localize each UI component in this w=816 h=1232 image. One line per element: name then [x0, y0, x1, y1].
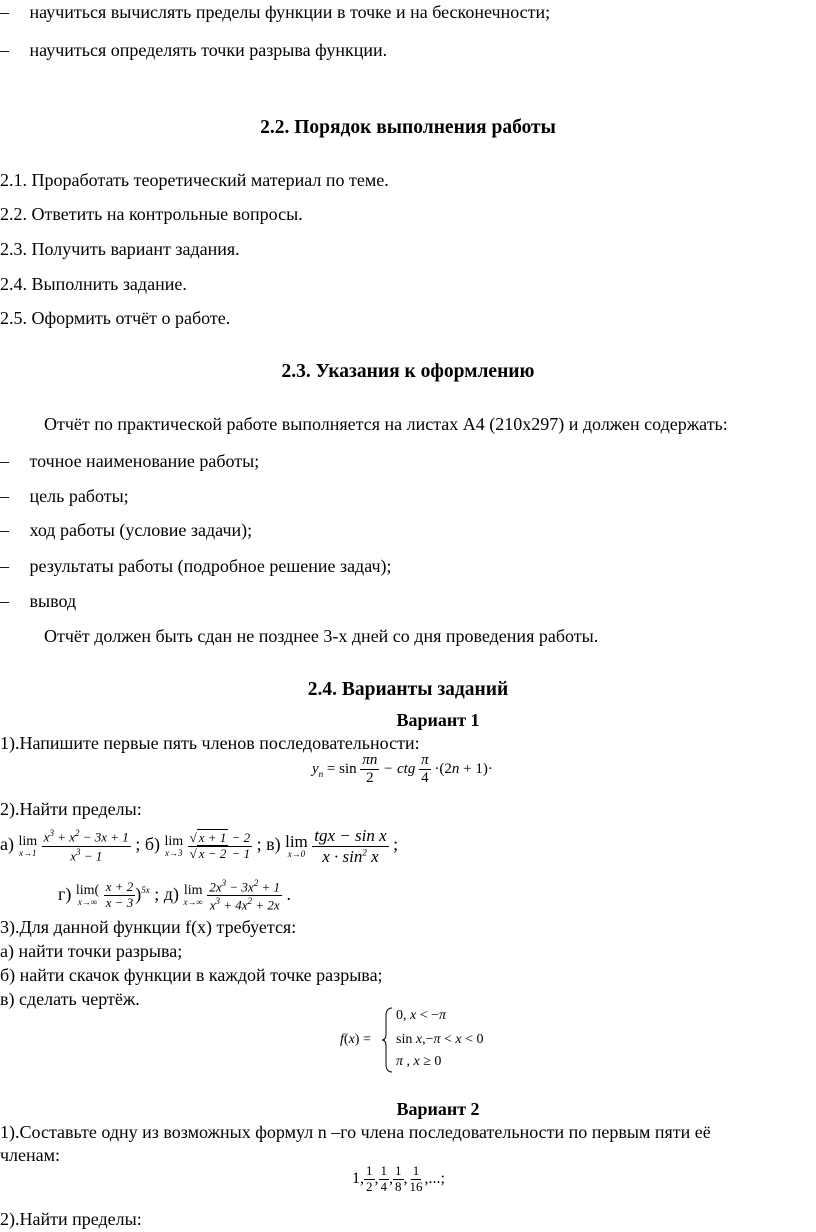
goal-item [0, 40, 387, 61]
order-item: 2.3. Получить вариант задания. [0, 239, 240, 259]
lim-d: lim x→∞ [183, 883, 203, 908]
dash-marker: – [0, 520, 9, 540]
format-deadline: Отчёт должен быть сдан не позднее 3-х дней со дня проведения работы. [44, 626, 599, 646]
fraction-d: $\frac{2x^3 - 3x^2 + 1}{x^3 + 4x^2 + 2x}$ [209, 878, 280, 913]
goal-item [0, 2, 550, 23]
piece-2: sin x,−π < x < 0 [396, 1032, 484, 1047]
v1-task3c: в) сделать чертёж. [0, 989, 140, 1009]
label-b: ; б) [135, 834, 160, 855]
dash-marker: – [0, 2, 9, 22]
v2-task1-line2: членам: [0, 1145, 61, 1165]
format-item-text: результаты работы (подробное решение задач); [29, 556, 392, 576]
variant-1-title: Вариант 1 [396, 710, 480, 730]
format-item-text: ход работы (условие задачи); [29, 520, 253, 540]
variant-2-title: Вариант 2 [396, 1099, 480, 1119]
fraction-c: $\frac{\text{tgx − sin x}}{x \cdot \sin^2 x}$ [314, 826, 387, 866]
v1-task1: 1).Напишите первые пять членов последовательности: [0, 733, 420, 753]
fraction-a: $\frac{x^3 + x^2 - 3x + 1}{x^3 - 1}$ [43, 828, 129, 863]
piece-3: π , x ≥ 0 [396, 1054, 442, 1069]
section-heading-format: 2.3. Указания к оформлению [281, 361, 535, 382]
limits-row-1: а) lim x→1 $\frac{x^3 + x^2 - 3x + 1}{x^3 - 1}$ ; б) lim x→3 $\frac{√ x + 1 - 2}{√ x - 2 - 1}$ ; в) lim x→0 $\frac{\text{tgx − sin x}}{x \cdot \sin^2 x}$ ; [0, 826, 399, 866]
format-item [0, 451, 259, 472]
label-c: ; в) [256, 834, 281, 855]
order-item: 2.5. Оформить отчёт о работе. [0, 308, 231, 328]
lim-c: lim x→0 [285, 832, 308, 860]
format-item-text: цель работы; [29, 486, 129, 506]
goal-text: научиться вычислять пределы функции в точке и на бесконечности; [29, 2, 551, 22]
v1-task3: 3).Для данной функции f(x) требуется: [0, 917, 297, 937]
lim-b: lim x→3 [164, 833, 184, 858]
format-intro: Отчёт по практической работе выполняется на листах А4 (210х297) и должен содержать: [44, 414, 728, 434]
format-item [0, 556, 392, 577]
v1-task3a: а) найти точки разрыва; [0, 941, 183, 961]
section-heading-variants: 2.4. Варианты заданий [307, 679, 509, 700]
label-d: ; д) [154, 883, 179, 904]
lim-g: lim( x→∞ [75, 883, 100, 908]
format-item-text: вывод [29, 591, 77, 611]
formula-sequence: $y_n = \sin$ $\frac{\pi n}{2}$ − ctg $\frac{\pi}{4}$ ·(2n + 1)· [312, 752, 493, 787]
brace-icon [382, 1006, 394, 1074]
dash-marker: – [0, 556, 9, 576]
fraction-g: $\frac{x + 2}{x - 3}$ [105, 879, 134, 911]
limits-row-2: г) lim( x→∞ $\frac{x + 2}{x - 3}$ )$^{5x}$ ; д) lim x→∞ $\frac{2x^3 - 3x^2 + 1}{x^3 + 4x^2 + 2x}$ . [58, 878, 291, 913]
format-item [0, 591, 76, 612]
v1-task3b: б) найти скачок функции в каждой точке разрыва; [0, 965, 383, 985]
label-g: г) [58, 883, 72, 904]
formula-sequence-terms: 1, $\frac{1}{2}$ , $\frac{1}{4}$ , $\frac{1}{8}$ , $\frac{1}{16}$ ,...; [352, 1163, 445, 1194]
goal-text: научиться определять точки разрыва функции. [29, 40, 388, 60]
format-item-text: точное наименование работы; [29, 451, 260, 471]
order-item: 2.2. Ответить на контрольные вопросы. [0, 204, 303, 224]
v1-task2: 2).Найти пределы: [0, 799, 142, 819]
dash-marker: – [0, 40, 9, 60]
section-heading-order: 2.2. Порядок выполнения работы [260, 117, 556, 138]
label-a: а) [0, 834, 14, 855]
format-item [0, 486, 129, 507]
piece-1: 0, x < −π [396, 1008, 447, 1023]
lim-a: lim x→1 [18, 833, 38, 858]
dash-marker: – [0, 486, 9, 506]
dash-marker: – [0, 451, 9, 471]
v2-task1-line1: 1).Составьте одну из возможных формул n –го члена последовательности по первым пяти её [0, 1122, 711, 1142]
dash-marker: – [0, 591, 9, 611]
fraction-b: $\frac{√ x + 1 - 2}{√ x - 2 - 1}$ [189, 829, 251, 861]
piecewise-lhs: f(x) = [340, 1032, 371, 1047]
order-item: 2.1. Проработать теоретический материал по теме. [0, 170, 389, 190]
v2-task2: 2).Найти пределы: [0, 1209, 142, 1229]
order-item: 2.4. Выполнить задание. [0, 274, 187, 294]
format-item [0, 520, 252, 541]
